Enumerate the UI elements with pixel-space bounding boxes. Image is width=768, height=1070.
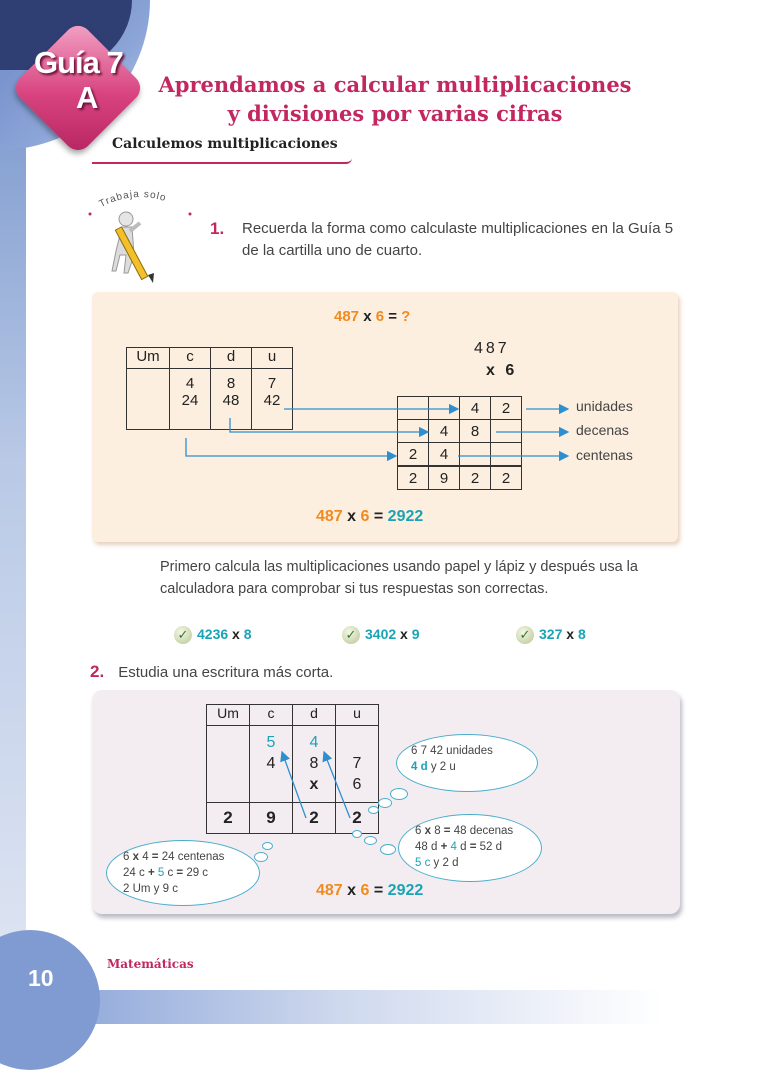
exercise-2: ✓ 3402 x 9 bbox=[342, 626, 420, 644]
subject-label: Matemáticas bbox=[107, 957, 194, 971]
item-1-text: Recuerda la forma como calculaste multiplicaciones en la Guía 5 de la cartilla uno de cuarto. bbox=[242, 220, 674, 259]
title-line-1: Aprendamos a calcular multiplicaciones bbox=[158, 72, 632, 97]
th-c: c bbox=[170, 348, 211, 369]
title-line-2: y divisiones por varias cifras bbox=[227, 101, 563, 126]
q-factor-a: 487 bbox=[334, 308, 360, 325]
pencil-figure-icon bbox=[104, 205, 160, 283]
th2-d: d bbox=[293, 705, 336, 726]
instruction-paragraph: Primero calcula las multiplicaciones usando papel y lápiz y después usa la calculadora para comprobar si tus respuestas son correctas. bbox=[160, 559, 638, 597]
box2-answer: 487 x 6 = 2922 bbox=[316, 882, 424, 899]
footer-bar bbox=[60, 990, 768, 1024]
place-value-table-2: Um c d u 5 4 4 8 x 7 6 2 9 2 2 bbox=[206, 704, 379, 834]
page-title bbox=[150, 70, 640, 128]
guia-label: Guía 7 bbox=[34, 45, 123, 80]
cell-u: 7 42 bbox=[252, 369, 293, 430]
th2-c: c bbox=[250, 705, 293, 726]
arrows-box1 bbox=[92, 292, 678, 542]
page-number-circle bbox=[0, 930, 100, 1070]
cell-d: 8 48 bbox=[211, 369, 252, 430]
item-2-number: 2. bbox=[90, 662, 105, 681]
q-op: x bbox=[363, 308, 372, 325]
exercise-1: ✓ 4236 x 8 bbox=[174, 626, 252, 644]
label-decenas: decenas bbox=[576, 422, 629, 438]
guia-letter: A bbox=[76, 80, 99, 115]
label-centenas: centenas bbox=[576, 447, 633, 463]
subtitle-underline bbox=[92, 158, 352, 164]
partial-products-grid: 4 2 4 8 2 4 2 9 2 2 bbox=[397, 396, 522, 490]
th-u: u bbox=[252, 348, 293, 369]
th-um: Um bbox=[127, 348, 170, 369]
check-icon: ✓ bbox=[174, 626, 192, 644]
left-strip bbox=[0, 0, 26, 1024]
box1-answer: 487 x 6 = 2922 bbox=[316, 508, 424, 525]
q-factor-b: 6 bbox=[375, 308, 385, 325]
th-d: d bbox=[211, 348, 252, 369]
mult-bottom: x 6 bbox=[486, 362, 518, 379]
q-eq: = bbox=[388, 308, 397, 325]
example-box-1 bbox=[92, 292, 678, 542]
cell-c: 4 24 bbox=[170, 369, 211, 430]
th2-um: Um bbox=[207, 705, 250, 726]
badge-text: Trabaja solo bbox=[97, 188, 168, 210]
cloud-tens: 6 x 8 = 48 decenas 48 d + 4 d = 52 d 5 c y 2 d bbox=[398, 814, 542, 882]
check-icon: ✓ bbox=[516, 626, 534, 644]
page-number: 10 bbox=[28, 965, 54, 991]
item-2 bbox=[90, 662, 333, 682]
exercise-3: ✓ 327 x 8 bbox=[516, 626, 586, 644]
item-1-number: 1. bbox=[210, 219, 225, 238]
cloud-hundreds: 6 x 4 = 24 centenas 24 c + 5 c = 29 c 2 Um y 9 c bbox=[106, 840, 260, 906]
label-unidades: unidades bbox=[576, 398, 633, 414]
example-box-2 bbox=[92, 690, 680, 914]
check-icon: ✓ bbox=[342, 626, 360, 644]
item-2-text: Estudia una escritura más corta. bbox=[118, 664, 334, 681]
th2-u: u bbox=[336, 705, 379, 726]
section-subtitle: Calculemos multiplicaciones bbox=[112, 136, 338, 152]
mult-top: 487 bbox=[474, 340, 510, 357]
item-1 bbox=[210, 218, 680, 262]
q-mark: ? bbox=[401, 308, 411, 325]
cloud-units: 6 7 42 unidades 4 d y 2 u bbox=[396, 734, 538, 792]
